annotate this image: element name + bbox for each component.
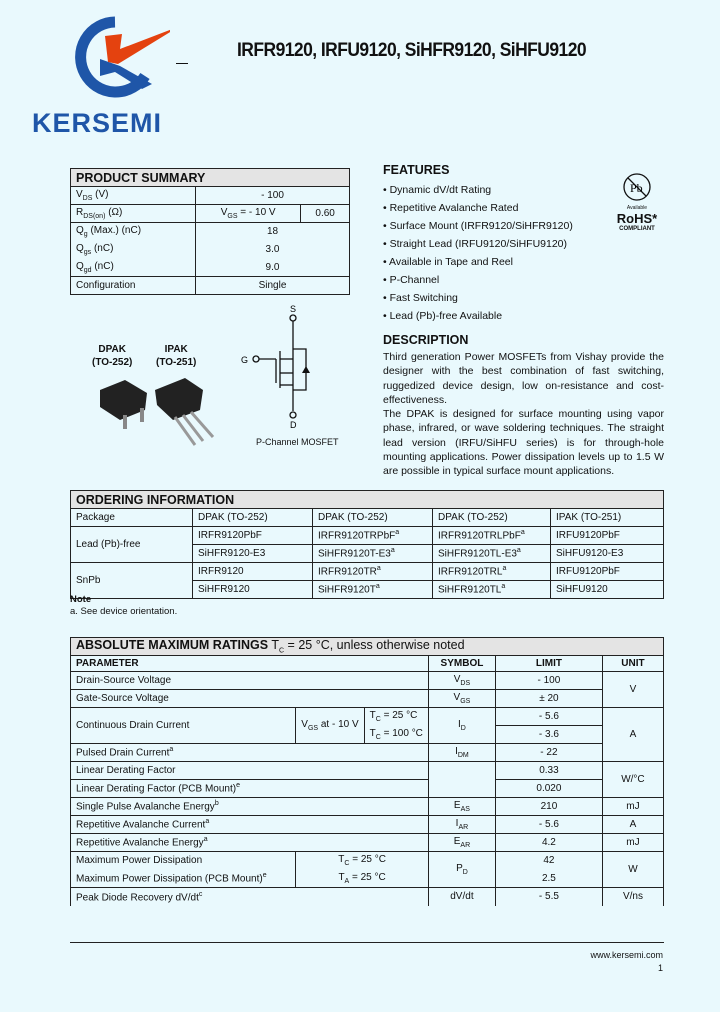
- table-row: Single Pulse Avalanche Energy$^b$ $E_{AS}$ 210 mJ: [71, 798, 664, 816]
- feature-item: • Lead (Pb)-free Available: [383, 307, 573, 325]
- table-row: $Q_{gs}$ (nC) 3.0: [71, 241, 350, 259]
- description-paragraph: Third generation Power MOSFETs from Vishay provide the designer with the best combination of fast switching, ruggedized device design, low on-resistance and cost-effectiveness.: [383, 351, 664, 406]
- absolute-maximum-ratings-table: [70, 637, 664, 906]
- table-row: Maximum Power Dissipation $T_C = 25$ °C $P_D$ 42 W: [71, 852, 664, 870]
- table-row: $Q_{gd}$ (nC) 9.0: [71, 259, 350, 277]
- description-heading: DESCRIPTION: [383, 333, 469, 347]
- table-row: Pulsed Drain Current$^a$ $I_{DM}$ - 22: [71, 744, 664, 762]
- table-row: Drain-Source Voltage $V_{DS}$ - 100 V: [71, 672, 664, 690]
- footer-url[interactable]: www.kersemi.com: [590, 950, 663, 960]
- table-row: Linear Derating Factor 0.33 W/°C: [71, 762, 664, 780]
- dpak-label: DPAK (TO-252): [92, 344, 133, 368]
- package-images-icon: [95, 375, 225, 450]
- product-summary-title: PRODUCT SUMMARY: [71, 169, 350, 187]
- rohs-badge: Pb Available RoHS* COMPLIANT: [612, 172, 662, 232]
- table-row: SiHFR9120 $SiHFR9120T^a$ $SiHFR9120TL^a$ SiHFU9120: [71, 581, 664, 599]
- table-row: Repetitive Avalanche Current$^a$ $I_{AR}$ - 5.6 A: [71, 816, 664, 834]
- gate-label: G: [241, 355, 249, 365]
- feature-item: • Available in Tape and Reel: [383, 253, 573, 271]
- table-row: Maximum Power Dissipation (PCB Mount)$^e$ $T_A = 25$ °C 2.5: [71, 870, 664, 888]
- feature-item: • Dynamic dV/dt Rating: [383, 181, 573, 199]
- product-summary-table: [70, 168, 350, 295]
- feature-item: • Fast Switching: [383, 289, 573, 307]
- table-row: Continuous Drain Current $V_{GS}$ at - 10 V $T_C = 25$ °C $I_D$ - 5.6 A: [71, 708, 664, 726]
- footer-rule: [70, 942, 664, 943]
- table-row: SiHFR9120-E3 SiHFR9120T-E3$^a$ SiHFR9120TL-E3$^a$ SiHFU9120-E3: [71, 545, 664, 563]
- table-row: Configuration Single: [71, 277, 350, 295]
- drain-label: D: [290, 420, 297, 430]
- feature-item: • Repetitive Avalanche Rated: [383, 199, 573, 217]
- table-row: $Q_g$ (Max.) (nC) 18: [71, 223, 350, 241]
- page-title: IRFR9120, IRFU9120, SiHFR9120, SiHFU9120: [237, 40, 587, 61]
- table-row: Repetitive Avalanche Energy$^a$ $E_{AR}$ 4.2 mJ: [71, 834, 664, 852]
- ipak-label: IPAK (TO-251): [156, 344, 197, 368]
- ordering-information-table: [70, 490, 664, 599]
- table-header-row: PARAMETER SYMBOL LIMIT UNIT: [71, 656, 664, 672]
- kersemi-logo: [60, 14, 170, 102]
- table-row: Gate-Source Voltage $V_{GS}$ ± 20: [71, 690, 664, 708]
- features-section: [383, 163, 573, 325]
- source-label: S: [290, 304, 297, 314]
- features-heading: FEATURES: [383, 163, 450, 177]
- feature-item: • Surface Mount (IRFR9120/SiHFR9120): [383, 217, 573, 235]
- feature-item: • Straight Lead (IRFU9120/SiHFU9120): [383, 235, 573, 253]
- ordering-note: Note a. See device orientation.: [70, 594, 178, 617]
- table-row: Linear Derating Factor (PCB Mount)$^e$ 0.020: [71, 780, 664, 798]
- table-row: Peak Diode Recovery $dV/dt^c$ dV/dt - 5.5 V/ns: [71, 888, 664, 906]
- table-row: $R_{DS(on)}$ (Ω) $V_{GS}$ = - 10 V 0.60: [71, 205, 350, 223]
- amr-title: ABSOLUTE MAXIMUM RATINGS $T_C = 25$ °C, unless otherwise noted: [71, 638, 664, 656]
- table-row: $T_C = 100$ °C - 3.6: [71, 726, 664, 744]
- table-row: SnPb IRFR9120 $IRFR9120TR^a$ IRFR9120TRL$^a$ IRFU9120PbF: [71, 563, 664, 581]
- table-row: Package DPAK (TO-252) DPAK (TO-252) DPAK (TO-252) IPAK (TO-251): [71, 509, 664, 527]
- logo-mark-icon: [60, 14, 170, 99]
- pb-free-icon: [622, 172, 652, 202]
- svg-text:Pb: Pb: [630, 181, 643, 195]
- p-channel-mosfet-schematic-icon: [236, 303, 346, 438]
- description-section: [383, 333, 664, 479]
- table-row: Lead (Pb)-free IRFR9120PbF IRFR9120TRPbF$^a$ IRFR9120TRLPbF$^a$ IRFU9120PbF: [71, 527, 664, 545]
- brand-name: KERSEMI: [32, 108, 163, 138]
- page-number: 1: [657, 963, 663, 973]
- ordering-title: ORDERING INFORMATION: [71, 491, 664, 509]
- feature-item: • P-Channel: [383, 271, 573, 289]
- table-row: $V_{DS}$ (V) - 100: [71, 187, 350, 205]
- schematic-caption: P-Channel MOSFET: [256, 437, 339, 447]
- description-paragraph: The DPAK is designed for surface mounting using vapor phase, infrared, or wave soldering techniques. The straight lead version (IRFU/SiHFU series) is for through-hole mounting applications. Power dissipation levels up to 1.5 W are possible in typical surface mount applications.: [383, 408, 664, 478]
- title-rule: [176, 63, 188, 64]
